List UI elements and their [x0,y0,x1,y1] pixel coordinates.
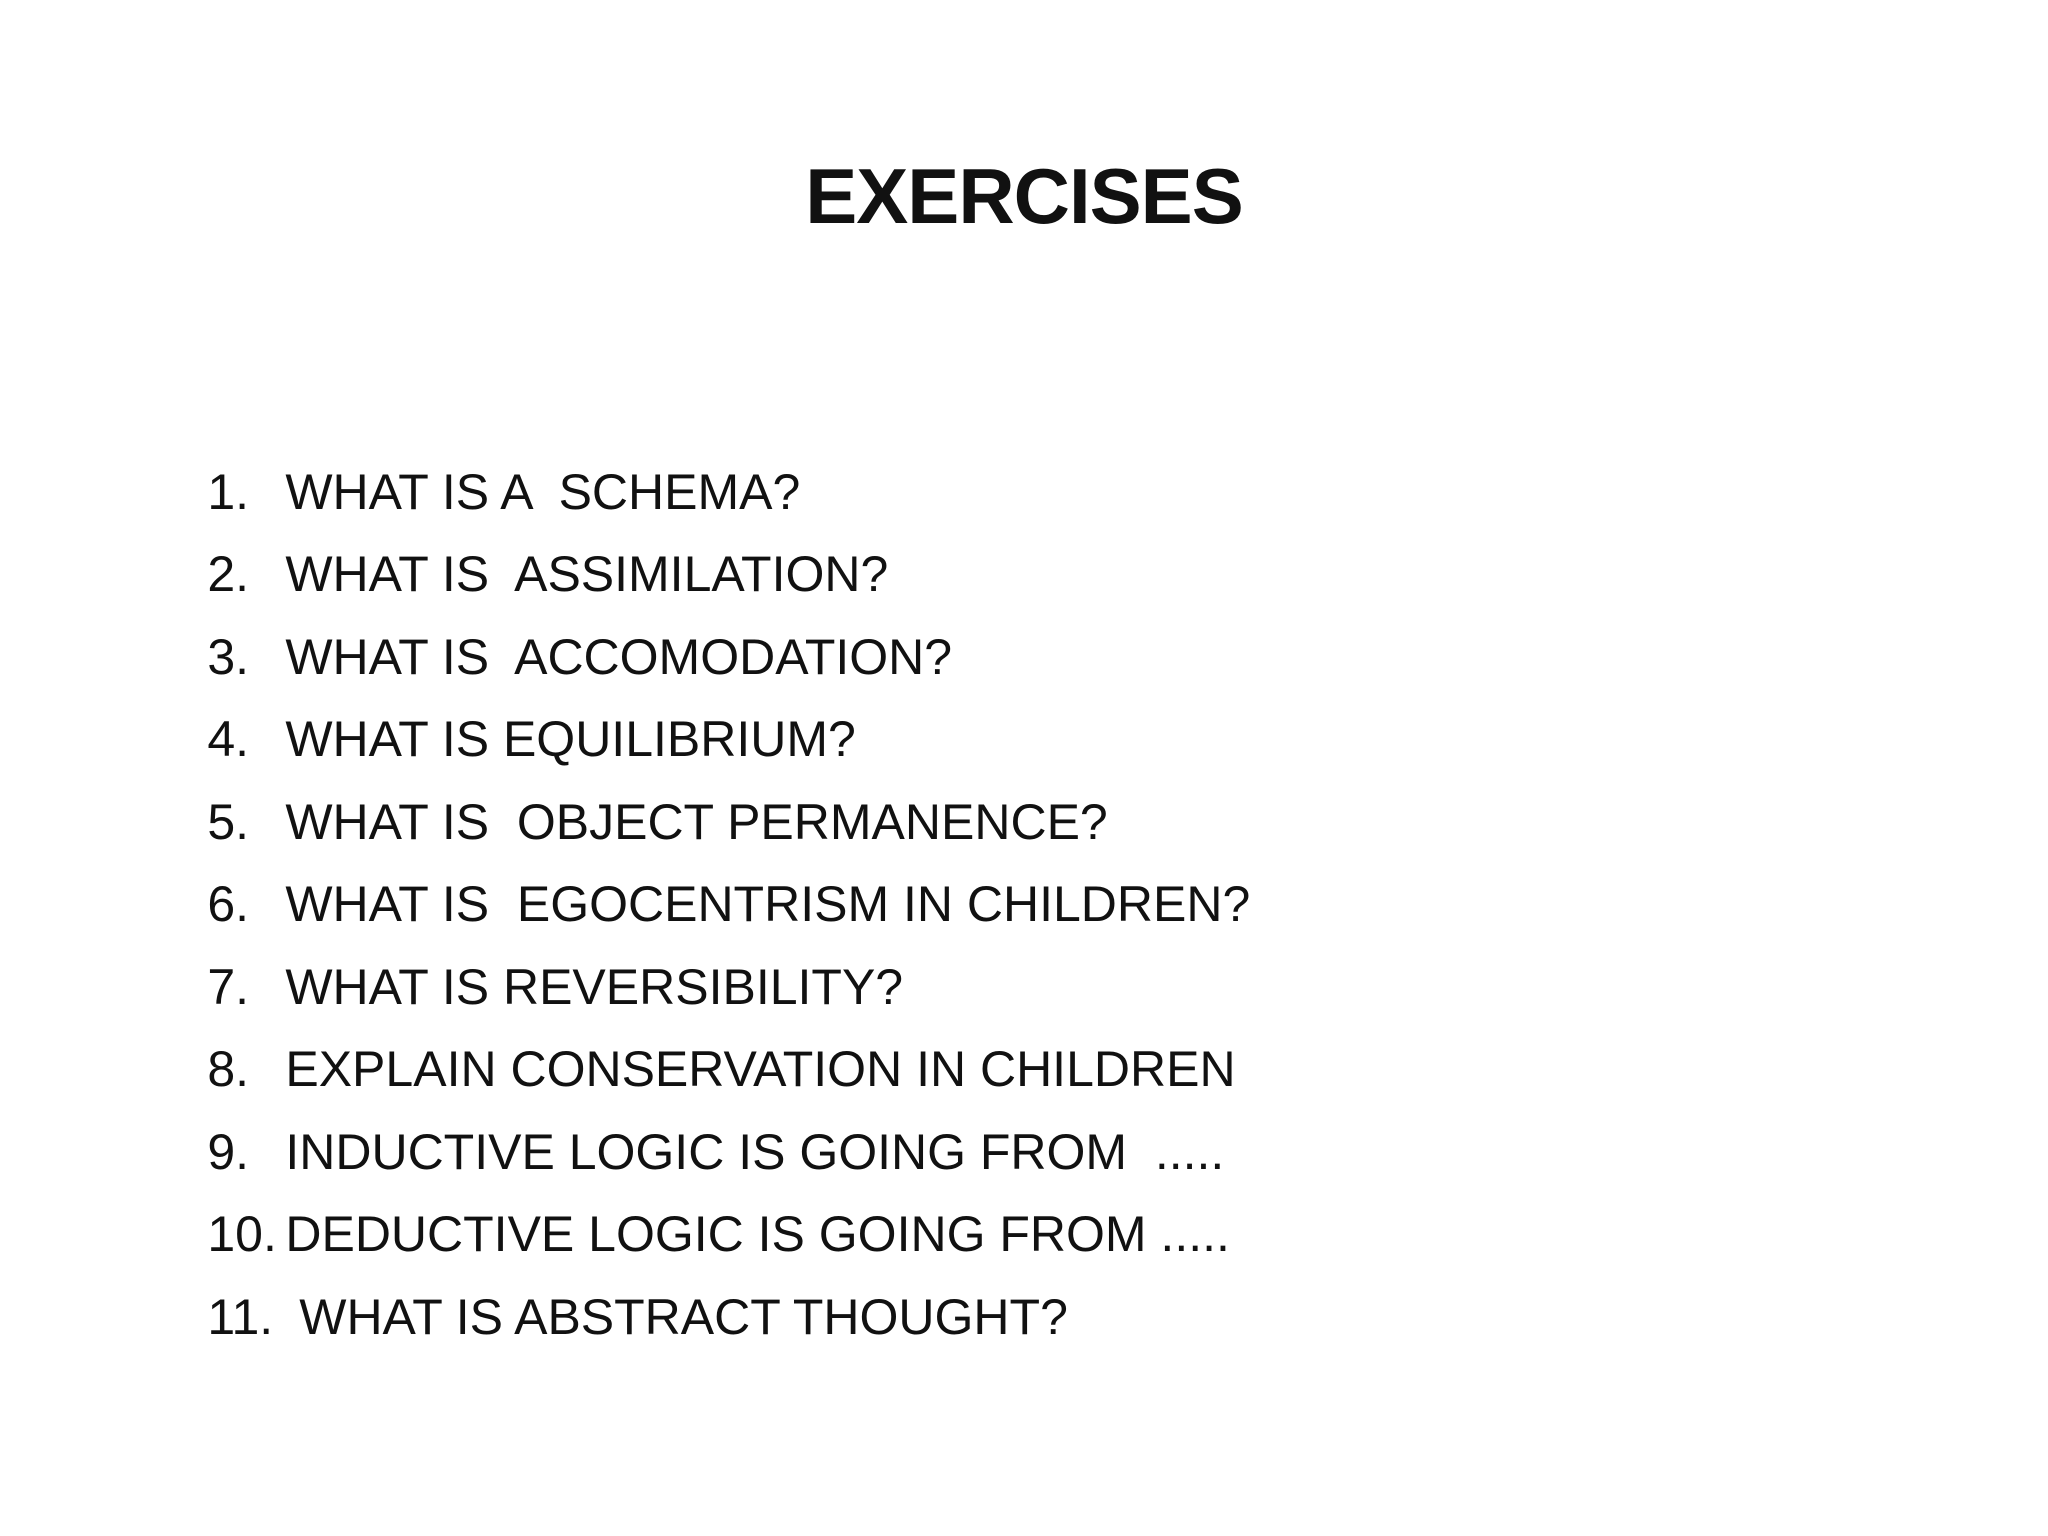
list-item [124,616,1250,767]
list-item [124,781,1251,932]
list-item-number: 4. [207,711,250,767]
exercise-list [124,368,1251,1345]
list-item-text: WHAT IS OBJECT PERMANENCE? [285,793,1108,850]
list-item [124,1193,1250,1345]
slide-title: EXERCISES [805,152,1243,240]
list-item [124,533,1250,685]
list-item-number: 3. [207,628,250,685]
list-item-text: EXPLAIN CONSERVATION IN CHILDREN [285,1041,1236,1097]
list-item-text: WHAT IS EGOCENTRISM IN CHILDREN? [285,876,1251,932]
list-item-text: WHAT IS ACCOMODATION? [285,628,953,685]
list-item-number: 6. [207,876,250,932]
list-item-text: WHAT IS ABSTRACT THOUGHT? [285,1288,1068,1345]
list-item-number: 8. [207,1041,250,1097]
list-item [124,1028,1250,1180]
list-item-number: 2. [207,546,250,602]
list-item [124,946,1250,1097]
list-item [124,368,1250,520]
list-item-text: WHAT IS EQUILIBRIUM? [285,711,856,767]
list-item-text: INDUCTIVE LOGIC IS GOING FROM ..... [285,1123,1225,1180]
list-item-text: DEDUCTIVE LOGIC IS GOING FROM ..... [285,1206,1230,1262]
list-item-number: 7. [207,958,250,1015]
list-item-text: WHAT IS A SCHEMA? [285,463,801,520]
list-item-number: 10. [207,1206,277,1262]
list-item-number: 1. [207,463,250,520]
list-item-number: 5. [207,793,250,850]
list-item [124,698,1250,850]
list-item [124,1111,1250,1262]
list-item-number: 11. [207,1288,274,1345]
list-item-text: WHAT IS ASSIMILATION? [285,546,889,602]
list-item-text: WHAT IS REVERSIBILITY? [285,958,904,1015]
list-item-number: 9. [207,1123,250,1180]
list-item [124,451,1250,602]
list-item [124,863,1250,1015]
